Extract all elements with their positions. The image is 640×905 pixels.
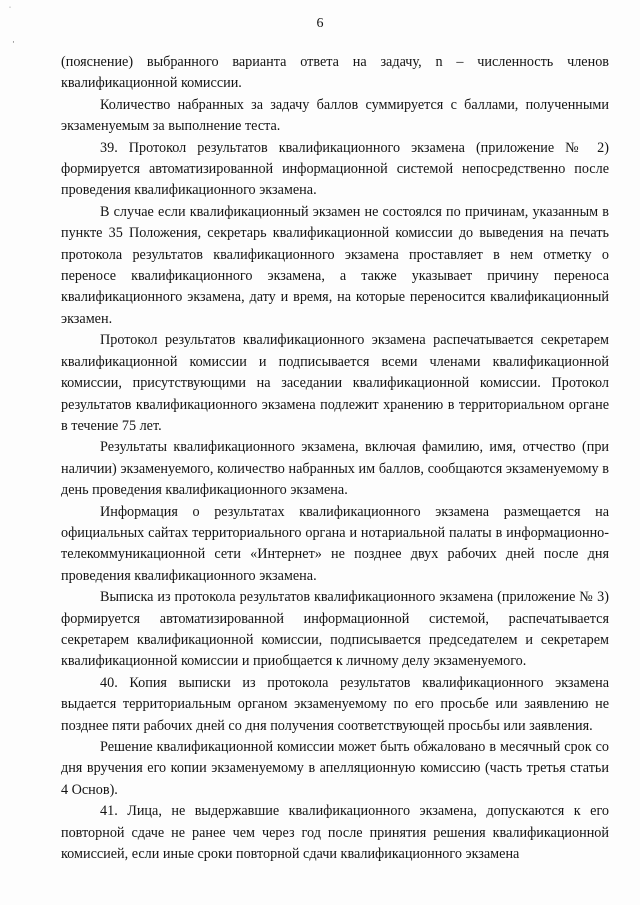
paragraph-continuation: (пояснение) выбранного варианта ответа на задачу, n – численность членов квалификационной комиссии. <box>61 54 609 92</box>
scan-mark: · <box>12 38 15 48</box>
page-number: 6 <box>316 16 324 31</box>
paragraph-clause-40: 40. Копия выписки из протокола результатов квалификационного экзамена выдается территориальным органом экзаменуемому по его просьбе или заявлению не позднее пяти рабочих дней со дня получения соответствующей просьбы или заявления. <box>61 674 609 734</box>
paragraph-clause-41: 41. Лица, не выдержавшие квалификационного экзамена, допускаются к его повторной сдаче не ранее чем через год после принятия решения квалификационной комиссией, если иные сроки повторной сдачи квалификационного экзамена <box>61 803 609 863</box>
paragraph: Протокол результатов квалификационного экзамена распечатывается секретарем квалификационной комиссии и подписывается всеми членами квалификационной комиссии, присутствующими на заседании квалификационной комиссии. Протокол результатов квалификационного экзамена подлежит хранению в территориальном органе в течение 75 лет. <box>61 332 609 434</box>
paragraph: Количество набранных за задачу баллов суммируется с баллами, полученными экзаменуемым за выполнение теста. <box>61 96 609 135</box>
paragraph-clause-39: 39. Протокол результатов квалификационного экзамена (приложение № 2) формируется автоматизированной информационной системой непосредственно после проведения квалификационного экзамена. <box>61 139 609 199</box>
paragraph: Выписка из протокола результатов квалификационного экзамена (приложение № 3) формируется автоматизированной информационной системой, распечатывается секретарем квалификационной комиссии, подписывается председателем и секретарем квалификационной комиссии и приобщается к личному делу экзаменуемого. <box>61 589 609 670</box>
scan-mark: ˙ <box>8 6 12 15</box>
paragraph: Информация о результатах квалификационного экзамена размещается на официальных сайтах территориального органа и нотариальной палаты в информационно-телекоммуникационной сети «Интернет» не позднее двух рабочих дней после дня проведения квалификационного экзамена. <box>61 503 609 584</box>
paragraph: Результаты квалификационного экзамена, включая фамилию, имя, отчество (при наличии) экзаменуемого, количество набранных им баллов, сообщаются экзаменуемому в день проведения квалификационного экзамена. <box>61 439 609 499</box>
paragraph: Решение квалификационной комиссии может быть обжаловано в месячный срок со дня вручения его копии экзаменуемому в апелляционную комиссию (часть третья статьи 4 Основ). <box>61 739 609 798</box>
document-body <box>61 52 609 865</box>
paragraph: В случае если квалификационный экзамен не состоялся по причинам, указанным в пункте 35 Положения, секретарь квалификационной комиссии до выведения на печать протокола результатов квалификационного экзамена проставляет в нем отметку о переносе квалификационного экзамена, а также указывает причину переноса квалификационного экзамена, дату и время, на которые переносится квалификационный экзамен. <box>61 203 609 327</box>
